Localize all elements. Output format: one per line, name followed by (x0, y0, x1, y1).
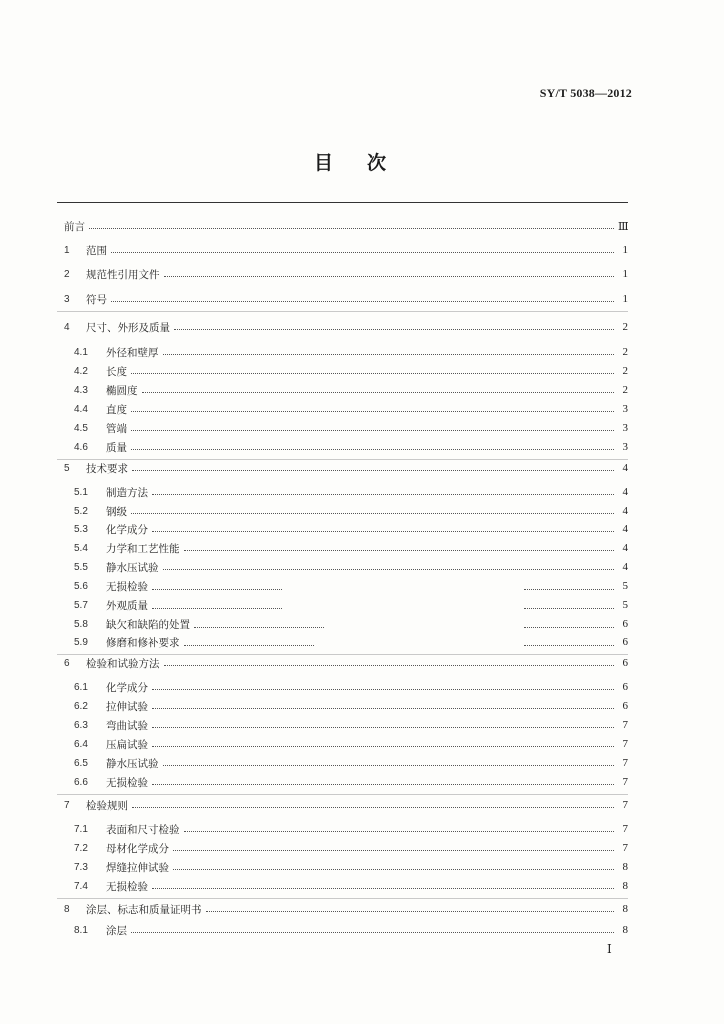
title-char-1: 目 (313, 152, 333, 174)
toc-entry-section[interactable] (74, 597, 628, 613)
toc-entry-number: 5.8 (74, 618, 88, 630)
toc-entry-chapter[interactable] (64, 319, 628, 335)
toc-entry-section[interactable] (74, 679, 628, 695)
toc-entry-section[interactable] (74, 821, 628, 837)
toc-dot-leader (184, 549, 615, 551)
toc-entry-page-number: 4 (622, 561, 628, 573)
toc-dot-leader (152, 607, 614, 608)
toc-entry-page-number: 5 (622, 599, 628, 611)
toc-entry-section[interactable] (74, 774, 628, 790)
toc-entry-number: 8 (64, 903, 70, 915)
toc-entry-page-number: 3 (622, 422, 628, 434)
toc-entry-page-number: 8 (622, 880, 628, 892)
toc-entry-page-number: 6 (622, 700, 628, 712)
toc-dot-leader (164, 664, 615, 666)
toc-entry-section[interactable] (74, 578, 628, 594)
toc-dot-leader (206, 910, 615, 912)
toc-entry-number: 7.2 (74, 842, 88, 854)
toc-dot-leader (152, 726, 614, 728)
toc-entry-number: 7.3 (74, 861, 88, 873)
toc-entry-page-number: Ⅲ (618, 220, 629, 233)
toc-entry-number: 5.3 (74, 523, 88, 535)
toc-entry-section[interactable] (74, 840, 628, 856)
toc-entry-section[interactable] (74, 420, 628, 436)
toc-entry-page-number: 7 (622, 842, 628, 854)
toc-entry-page-number: 7 (622, 757, 628, 769)
toc-dot-leader (152, 783, 614, 785)
toc-dot-leader (111, 300, 614, 302)
toc-entry-page-number: 8 (622, 903, 628, 915)
toc-entry-chapter[interactable] (64, 218, 628, 234)
toc-entry-label: 检验规则 (86, 799, 128, 812)
toc-entry-page-number: 4 (622, 542, 628, 554)
title-char-2: 次 (367, 152, 387, 174)
toc-entry-section[interactable] (74, 344, 628, 360)
toc-entry-section[interactable] (74, 922, 628, 938)
toc-entry-label: 拉伸试验 (106, 700, 148, 713)
toc-entry-label: 修磨和修补要求 (106, 636, 180, 649)
toc-entry-section[interactable] (74, 540, 628, 556)
toc-entry-label: 母材化学成分 (106, 842, 169, 855)
toc-entry-section[interactable] (74, 736, 628, 752)
section-divider (57, 898, 628, 899)
toc-entry-section[interactable] (74, 439, 628, 455)
toc-dot-leader (152, 688, 614, 690)
toc-entry-page-number: 6 (622, 618, 628, 630)
toc-entry-section[interactable] (74, 755, 628, 771)
toc-entry-label: 无损检验 (106, 580, 148, 593)
toc-entry-label: 检验和试验方法 (86, 657, 160, 670)
toc-entry-number: 4.6 (74, 441, 88, 453)
toc-dot-leader (163, 353, 615, 355)
toc-dot-leader (131, 931, 614, 933)
toc-entry-chapter[interactable] (64, 242, 628, 258)
toc-entry-number: 5.2 (74, 505, 88, 517)
toc-dot-leader (152, 493, 614, 495)
toc-entry-page-number: 3 (622, 403, 628, 415)
toc-entry-page-number: 5 (622, 580, 628, 592)
toc-entry-label: 制造方法 (106, 486, 148, 499)
toc-entry-page-number: 2 (622, 365, 628, 377)
footer-page-number: Ⅰ (607, 942, 612, 956)
toc-entry-page-number: 4 (622, 505, 628, 517)
toc-entry-section[interactable] (74, 878, 628, 894)
toc-entry-label: 范围 (86, 244, 107, 257)
toc-entry-label: 直度 (106, 403, 127, 416)
toc-entry-page-number: 1 (622, 293, 628, 305)
toc-entry-number: 5.6 (74, 580, 88, 592)
toc-entry-number: 5.5 (74, 561, 88, 573)
section-divider (57, 794, 628, 795)
toc-entry-number: 6.2 (74, 700, 88, 712)
toc-entry-section[interactable] (74, 382, 628, 398)
toc-entry-label: 化学成分 (106, 681, 148, 694)
toc-entry-page-number: 2 (622, 346, 628, 358)
toc-entry-label: 缺欠和缺陷的处置 (106, 618, 190, 631)
toc-entry-section[interactable] (74, 521, 628, 537)
toc-dot-leader (131, 410, 614, 412)
toc-entry-number: 6.5 (74, 757, 88, 769)
toc-entry-number: 4.2 (74, 365, 88, 377)
toc-entry-label: 表面和尺寸检验 (106, 823, 180, 836)
toc-entry-number: 4.3 (74, 384, 88, 396)
toc-dot-leader (184, 644, 615, 645)
toc-dot-leader (184, 830, 615, 832)
toc-entry-page-number: 4 (622, 486, 628, 498)
toc-entry-number: 5.1 (74, 486, 88, 498)
section-divider (57, 311, 628, 312)
toc-dot-leader (163, 764, 615, 766)
toc-dot-leader (152, 530, 614, 532)
toc-entry-label: 无损检验 (106, 880, 148, 893)
toc-dot-leader (111, 251, 614, 253)
toc-entry-chapter[interactable] (64, 797, 628, 813)
toc-entry-label: 长度 (106, 365, 127, 378)
toc-entry-chapter[interactable] (64, 460, 628, 476)
toc-entry-number: 5.9 (74, 636, 88, 648)
toc-entry-label: 化学成分 (106, 523, 148, 536)
toc-entry-page-number: 8 (622, 861, 628, 873)
standard-code: SY/T 5038—2012 (539, 86, 632, 100)
toc-entry-page-number: 1 (622, 244, 628, 256)
toc-entry-number: 4.5 (74, 422, 88, 434)
toc-entry-page-number: 1 (622, 268, 628, 280)
toc-dot-leader (152, 707, 614, 709)
toc-entry-section[interactable] (74, 559, 628, 575)
toc-entry-label: 前言 (64, 220, 85, 233)
toc-entry-label: 外径和壁厚 (106, 346, 159, 359)
toc-entry-label: 涂层 (106, 924, 127, 937)
toc-entry-section[interactable] (74, 616, 628, 632)
toc-dot-leader (194, 626, 614, 627)
toc-entry-number: 7 (64, 799, 70, 811)
toc-entry-number: 6.6 (74, 776, 88, 788)
toc-entry-chapter[interactable] (64, 901, 628, 917)
toc-entry-number: 3 (64, 293, 70, 305)
toc-entry-number: 5 (64, 462, 70, 474)
toc-dot-leader (173, 849, 614, 851)
toc-entry-page-number: 3 (622, 441, 628, 453)
toc-dot-leader (152, 887, 614, 889)
toc-entry-number: 5.4 (74, 542, 88, 554)
toc-entry-label: 静水压试验 (106, 561, 159, 574)
toc-dot-leader (89, 227, 614, 229)
toc-entry-page-number: 4 (622, 523, 628, 535)
toc-dot-leader (132, 469, 614, 471)
toc-entry-label: 弯曲试验 (106, 719, 148, 732)
toc-dot-leader (163, 568, 615, 570)
toc-entry-number: 8.1 (74, 924, 88, 936)
toc-entry-number: 1 (64, 244, 70, 256)
toc-dot-leader (152, 588, 614, 589)
toc-entry-page-number: 8 (622, 924, 628, 936)
toc-entry-page-number: 6 (622, 636, 628, 648)
toc-dot-leader (173, 868, 614, 870)
toc-entry-number: 7.1 (74, 823, 88, 835)
toc-entry-number: 4.1 (74, 346, 88, 358)
toc-entry-number: 4.4 (74, 403, 88, 415)
toc-dot-leader (131, 429, 614, 431)
toc-dot-leader (164, 275, 615, 277)
toc-entry-section[interactable] (74, 484, 628, 500)
toc-entry-section[interactable] (74, 503, 628, 519)
toc-entry-label: 技术要求 (86, 462, 128, 475)
toc-entry-page-number: 7 (622, 719, 628, 731)
toc-entry-number: 5.7 (74, 599, 88, 611)
toc-entry-chapter[interactable] (64, 655, 628, 671)
top-divider (57, 202, 628, 203)
toc-entry-page-number: 7 (622, 776, 628, 788)
toc-entry-page-number: 4 (622, 462, 628, 474)
toc-entry-label: 焊缝拉伸试验 (106, 861, 169, 874)
toc-entry-label: 外观质量 (106, 599, 148, 612)
toc-entry-label: 钢级 (106, 505, 127, 518)
toc-entry-chapter[interactable] (64, 266, 628, 282)
toc-entry-section[interactable] (74, 717, 628, 733)
toc-entry-label: 质量 (106, 441, 127, 454)
toc-entry-page-number: 7 (622, 799, 628, 811)
toc-entry-number: 4 (64, 321, 70, 333)
toc-entry-number: 6.4 (74, 738, 88, 750)
toc-entry-label: 符号 (86, 293, 107, 306)
toc-entry-section[interactable] (74, 859, 628, 875)
toc-entry-label: 尺寸、外形及质量 (86, 321, 170, 334)
toc-entry-number: 6 (64, 657, 70, 669)
toc-entry-label: 椭圆度 (106, 384, 138, 397)
toc-dot-leader (132, 806, 614, 808)
toc-entry-page-number: 7 (622, 738, 628, 750)
toc-entry-page-number: 6 (622, 681, 628, 693)
toc-entry-label: 静水压试验 (106, 757, 159, 770)
toc-entry-label: 涂层、标志和质量证明书 (86, 903, 202, 916)
toc-entry-number: 6.3 (74, 719, 88, 731)
toc-entry-section[interactable] (74, 634, 628, 650)
toc-entry-label: 压扁试验 (106, 738, 148, 751)
toc-entry-section[interactable] (74, 698, 628, 714)
page-title (0, 148, 700, 175)
toc-entry-page-number: 7 (622, 823, 628, 835)
toc-entry-page-number: 6 (622, 657, 628, 669)
toc-dot-leader (174, 328, 614, 330)
toc-entry-number: 6.1 (74, 681, 88, 693)
toc-entry-chapter[interactable] (64, 291, 628, 307)
toc-entry-section[interactable] (74, 401, 628, 417)
toc-entry-section[interactable] (74, 363, 628, 379)
toc-dot-leader (131, 512, 614, 514)
toc-entry-page-number: 2 (622, 321, 628, 333)
toc-dot-leader (142, 391, 615, 393)
toc-dot-leader (152, 745, 614, 747)
toc-entry-label: 规范性引用文件 (86, 268, 160, 281)
toc-dot-leader (131, 372, 614, 374)
toc-entry-number: 2 (64, 268, 70, 280)
toc-entry-page-number: 2 (622, 384, 628, 396)
toc-dot-leader (131, 448, 614, 450)
toc-entry-label: 力学和工艺性能 (106, 542, 180, 555)
toc-entry-label: 管端 (106, 422, 127, 435)
toc-entry-number: 7.4 (74, 880, 88, 892)
toc-entry-label: 无损检验 (106, 776, 148, 789)
